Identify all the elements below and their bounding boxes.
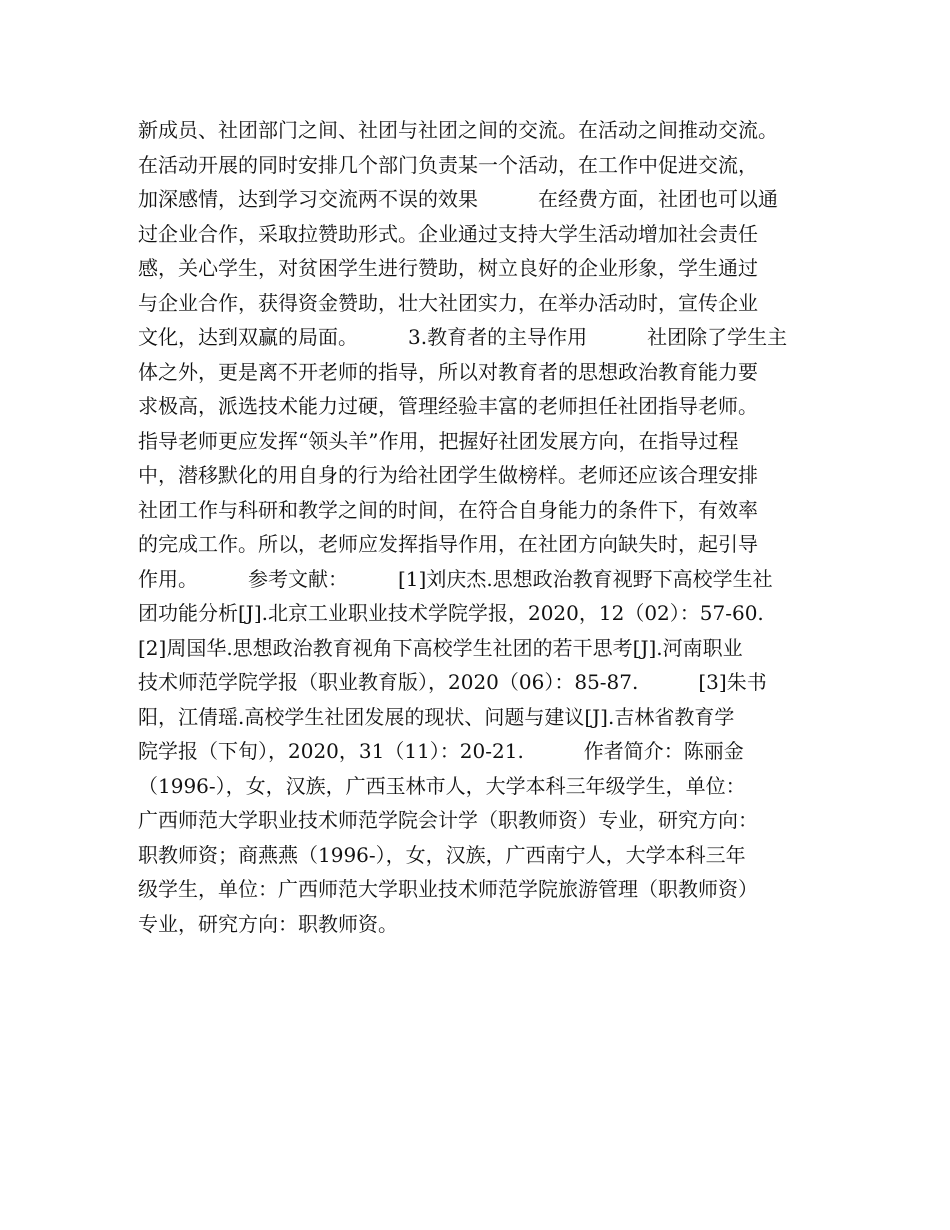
text-line: 广西师范大学职业技术师范学院会计学（职教师资）专业，研究方向： [138, 808, 758, 832]
text-line: 过企业合作，采取拉赞助形式。企业通过支持大学生活动增加社会责任 [138, 221, 758, 246]
text-line: （1996-），女，汉族，广西玉林市人，大学本科三年级学生，单位： [138, 773, 746, 798]
text-line: 社团工作与科研和教学之间的时间，在符合自身能力的条件下，有效率 [138, 497, 758, 522]
text-line: 技术师范学院学报（职业教育版），2020（06）：85-87. [3]朱书 [138, 670, 767, 694]
text-line: 作用。 参考文献： [1]刘庆杰.思想政治教育视野下高校学生社 [138, 566, 773, 591]
text-line: 新成员、社团部门之间、社团与社团之间的交流。在活动之间推动交流。 [138, 118, 778, 142]
text-line: 阳，江倩瑶.高校学生社团发展的现状、问题与建议[J].吉林省教育学 [138, 704, 735, 729]
text-line: 团功能分析[J].北京工业职业技术学院学报，2020，12（02）：57-60. [138, 601, 764, 625]
text-line: 级学生，单位：广西师范大学职业技术师范学院旅游管理（职教师资） [138, 877, 758, 901]
text-line: 院学报（下旬），2020，31（11）：20-21. 作者简介：陈丽金 [138, 739, 744, 763]
text-line: 指导老师更应发挥“领头羊”作用，把握好社团发展方向，在指导过程 [138, 428, 739, 453]
body-text [138, 113, 818, 941]
text-line: 感，关心学生，对贫困学生进行赞助，树立良好的企业形象，学生通过 [138, 256, 758, 280]
text-line: 加深感情，达到学习交流两不误的效果 在经费方面，社团也可以通 [138, 187, 778, 211]
text-line: 体之外，更是离不开老师的指导，所以对教育者的思想政治教育能力要 [138, 359, 758, 384]
text-line: 职教师资；商燕燕（1996-），女，汉族，广西南宁人，大学本科三年 [138, 842, 746, 867]
text-line: 中，潜移默化的用自身的行为给社团学生做榜样。老师还应该合理安排 [138, 463, 758, 487]
text-line: [2]周国华.思想政治教育视角下高校学生社团的若干思考[J].河南职业 [138, 635, 743, 660]
text-line: 与企业合作，获得资金赞助，壮大社团实力，在举办活动时，宣传企业 [138, 290, 758, 315]
text-line: 专业，研究方向：职教师资。 [138, 911, 398, 936]
text-line: 文化，达到双赢的局面。 3.教育者的主导作用 社团除了学生主 [138, 325, 788, 349]
text-line: 求极高，派选技术能力过硬，管理经验丰富的老师担任社团指导老师。 [138, 394, 758, 418]
text-line: 的完成工作。所以，老师应发挥指导作用，在社团方向缺失时，起引导 [138, 532, 758, 556]
text-line: 在活动开展的同时安排几个部门负责某一个活动，在工作中促进交流， [138, 152, 758, 177]
